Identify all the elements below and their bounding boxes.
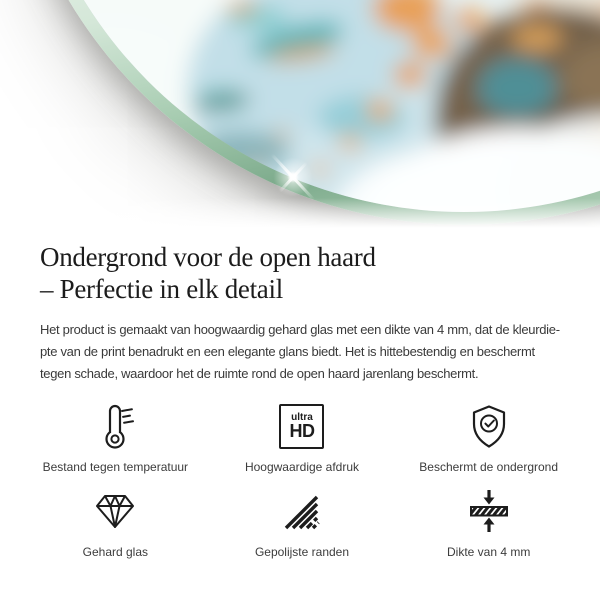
title-line-1: Ondergrond voor de open haard	[40, 242, 376, 272]
feature-label: Bestand tegen temperatuur	[42, 460, 189, 474]
feature-grid	[0, 402, 600, 560]
ultra-hd-icon	[279, 402, 324, 450]
ultra-hd-badge-top: ultra	[291, 411, 313, 423]
product-description-section	[0, 241, 600, 385]
feature-label: Beschermt de ondergrond	[419, 460, 559, 474]
polished-edges-icon	[281, 487, 323, 535]
page-title	[40, 241, 570, 305]
shield-check-icon	[466, 402, 512, 450]
feature-label: Hoogwaardige afdruk	[244, 460, 360, 474]
fluid-art-image	[17, 0, 600, 212]
title-line-2: – Perfectie in elk detail	[40, 274, 283, 304]
diamond-icon	[93, 487, 137, 535]
feature-tempered-glass	[22, 487, 209, 560]
thermometer-icon	[92, 402, 138, 450]
feature-label: Gehard glas	[82, 545, 149, 559]
feature-protection	[395, 402, 582, 475]
feature-polished-edges	[209, 487, 396, 560]
feature-label: Dikte van 4 mm	[446, 545, 531, 559]
hero-bottom-fade	[0, 198, 600, 232]
feature-print-quality	[209, 402, 396, 475]
product-description-text	[40, 319, 570, 385]
feature-label: Gepolijste randen	[254, 545, 350, 559]
product-photo	[0, 0, 600, 232]
ultra-hd-badge-bottom: HD	[289, 420, 315, 441]
glass-panel-artwork	[17, 0, 600, 212]
body-line-3: tegen schade, waardoor het de ruimte rond de open haard jarenlang beschermt.	[40, 366, 479, 381]
feature-temperature	[22, 402, 209, 475]
body-line-2: pte van de print benadrukt en een elegante glans biedt. Het is hittebestendig en beschermt	[40, 344, 535, 359]
feature-thickness	[395, 487, 582, 560]
compressed-thickness-icon	[467, 487, 511, 535]
body-line-1: Het product is gemaakt van hoogwaardig gehard glas met een dikte van 4 mm, dat de kleurdie-	[40, 322, 560, 337]
